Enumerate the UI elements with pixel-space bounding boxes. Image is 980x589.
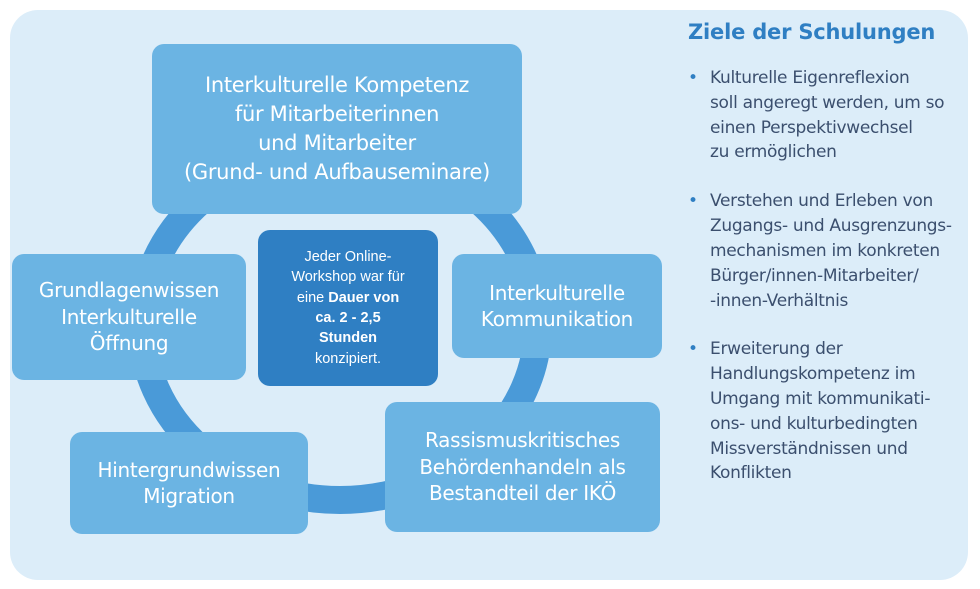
- goal-line: Kulturelle Eigenreflexion: [710, 68, 910, 88]
- goal-line: einen Perspektivwechsel: [710, 117, 913, 138]
- box-intercultural-communication: [452, 254, 662, 358]
- bullet-icon: •: [688, 191, 698, 212]
- box-line: Interkulturelle: [61, 304, 197, 329]
- goal-line: ons- und kulturbedingten: [710, 413, 918, 434]
- center-line: Jeder Online-: [304, 249, 392, 266]
- center-line: ca. 2 - 2,5: [315, 310, 381, 326]
- box-line: Kommunikation: [480, 307, 634, 331]
- center-line: eine Dauer von: [296, 289, 400, 306]
- bullet-icon: •: [688, 68, 698, 88]
- bullet-icon: •: [688, 339, 698, 360]
- box-line: Bestandteil der IKÖ: [428, 481, 617, 506]
- goal-line: zu ermöglichen: [710, 142, 837, 163]
- box-line: (Grund- und Aufbauseminare): [183, 159, 491, 184]
- goal-line: Verstehen und Erleben von: [710, 191, 933, 212]
- goals-title: Ziele der Schulungen: [688, 20, 936, 44]
- center-duration-box: [258, 230, 438, 386]
- box-line: Migration: [143, 484, 235, 508]
- goal-item: [688, 337, 958, 486]
- box-line: Hintergrundwissen: [97, 457, 281, 482]
- center-line: Stunden: [319, 330, 377, 347]
- goal-line: mechanismen im konkreten: [710, 240, 940, 261]
- goal-line: Missverständnissen und: [710, 438, 908, 459]
- box-migration-background: [70, 432, 308, 534]
- goal-item: [688, 66, 958, 165]
- goal-line: Handlungskompetenz im: [710, 364, 916, 385]
- box-line: für Mitarbeiterinnen: [234, 102, 440, 127]
- center-line: Workshop war für: [291, 269, 405, 286]
- box-line: Öffnung: [89, 331, 169, 356]
- goal-line: Konflikten: [710, 463, 792, 484]
- goal-line: soll angeregt werden, um so: [710, 92, 945, 113]
- goal-item: [688, 189, 958, 313]
- goal-line: Umgang mit kommunikati-: [710, 388, 931, 409]
- box-line: Rassismuskritisches: [425, 428, 620, 453]
- box-line: und Mitarbeiter: [258, 131, 416, 155]
- box-line: Interkulturelle Kompetenz: [204, 73, 470, 98]
- goal-line: Erweiterung der: [710, 339, 843, 360]
- box-line: Interkulturelle: [489, 280, 625, 305]
- goal-line: -innen-Verhältnis: [710, 290, 849, 311]
- box-line: Grundlagenwissen: [38, 278, 220, 303]
- box-line: Behördenhandeln als: [419, 454, 626, 479]
- box-intercultural-competence: [152, 44, 522, 214]
- goal-line: Zugangs- und Ausgrenzungs-: [710, 216, 952, 237]
- box-basic-knowledge: [12, 254, 246, 380]
- goals-list: [688, 66, 958, 510]
- center-line: konzipiert.: [314, 350, 382, 367]
- box-racism-critical-action: [385, 402, 660, 532]
- goal-line: Bürger/innen-Mitarbeiter/: [710, 265, 919, 286]
